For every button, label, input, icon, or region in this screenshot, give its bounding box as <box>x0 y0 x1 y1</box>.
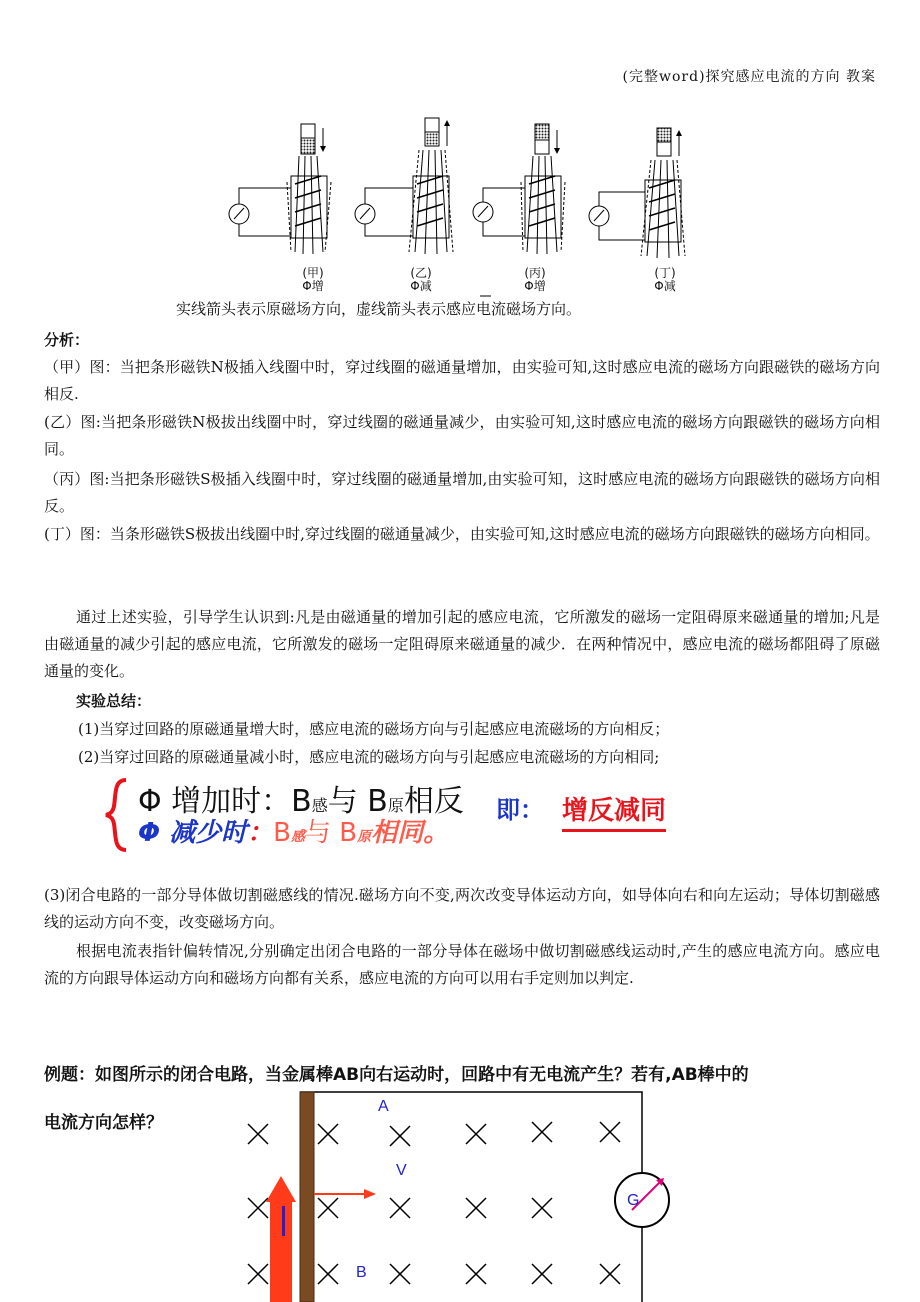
label-a: A <box>378 1098 389 1115</box>
panel-bing <box>473 124 565 254</box>
summary-item-1: (1)当穿过回路的原磁通量增大时，感应电流的磁场方向与引起感应电流磁场的方向相反； <box>78 720 670 738</box>
red-brace <box>100 776 130 854</box>
label-b: B <box>356 1264 367 1281</box>
label-g: G <box>627 1192 640 1209</box>
summary-item-2: (2)当穿过回路的原磁通量减小时，感应电流的磁场方向与引起感应电流磁场的方向相同; <box>78 748 660 766</box>
analysis-ding: (丁）图：当条形磁铁S极拔出线圈中时,穿过线圈的磁通量减少，由实验可知,这时感应电流的磁场方向跟磁铁的磁场方向相同。 <box>44 525 880 543</box>
metal-rod-ab <box>300 1092 314 1302</box>
formula-line-increase: Φ 增加时：B感与 B原相反 <box>138 784 464 819</box>
example-question-line1: 例题：如图所示的闭合电路，当金属棒AB向右运动时，回路中有无电流产生？若有,AB棒中的 <box>44 1065 749 1085</box>
current-arrow-shaft <box>270 1198 292 1302</box>
circuit-diagram <box>236 1090 680 1302</box>
analysis-title: 分析： <box>44 331 90 349</box>
mnemonic-text: 增反减同 <box>562 790 666 832</box>
formula-line-decrease: Φ 减少时：B感与 B原相同。 <box>138 818 450 848</box>
figure-caption: 实线箭头表示原磁场方向，虚线箭头表示感应电流磁场方向。 <box>176 300 582 318</box>
current-arrow-head <box>266 1176 296 1202</box>
label-jia: (甲) Φ增 <box>302 266 324 293</box>
label-bing: (丙) Φ增 <box>524 266 546 293</box>
formula-ji-label: 即： <box>496 796 544 824</box>
analysis-bing: （丙）图:当把条形磁铁S极插入线圈中时，穿过线圈的磁通量增加,由实验可知，这时感应电流的磁场方向跟磁铁的磁场方向相反。 <box>44 470 880 515</box>
right-hand-rule-paragraph: 根据电流表指针偏转情况,分别确定出闭合电路的一部分导体在磁场中做切割磁感线运动时,产生的感应电流方向。感应电流的方向跟导体运动方向和磁场方向都有关系，感应电流的方向可以用右手定则加以判定. <box>44 942 880 987</box>
guide-paragraph: 通过上述实验，引导学生认识到:凡是由磁通量的增加引起的感应电流，它所激发的磁场一定阻碍原来磁通量的增加;凡是由磁通量的减少引起的感应电流，它所激发的磁场一定阻碍原来磁通量的减少．在两种情况中，感应电流的磁场都阻碍了原磁通量的变化。 <box>44 608 880 680</box>
example-question-line2: 电流方向怎样？ <box>44 1113 163 1133</box>
label-yi: (乙) Φ减 <box>410 266 432 293</box>
panel-ding <box>589 128 685 258</box>
analysis-jia: （甲）图：当把条形磁铁N极插入线圈中时，穿过线圈的磁通量增加，由实验可知,这时感应电流的磁场方向跟磁铁的磁场方向相反. <box>44 358 880 403</box>
summary-title: 实验总结： <box>76 692 152 710</box>
formula-block <box>100 776 720 854</box>
experiment-figure <box>225 112 705 302</box>
label-ding: (丁) Φ减 <box>654 266 676 293</box>
panel-yi <box>355 118 453 254</box>
analysis-yi: (乙）图:当把条形磁铁N极拔出线圈中时，穿过线圈的磁通量减少，由实验可知,这时感应电流的磁场方向跟磁铁的磁场方向相同。 <box>44 413 880 458</box>
panel-jia <box>229 124 331 254</box>
circuit-svg <box>236 1090 680 1302</box>
page-header: (完整word)探究感应电流的方向 教案 <box>622 69 876 85</box>
label-v: V <box>396 1162 407 1179</box>
item-3: (3)闭合电路的一部分导体做切割磁感线的情况.磁场方向不变,两次改变导体运动方向，如导体向右和向左运动；导体切割磁感线的运动方向不变，改变磁场方向。 <box>44 886 880 931</box>
